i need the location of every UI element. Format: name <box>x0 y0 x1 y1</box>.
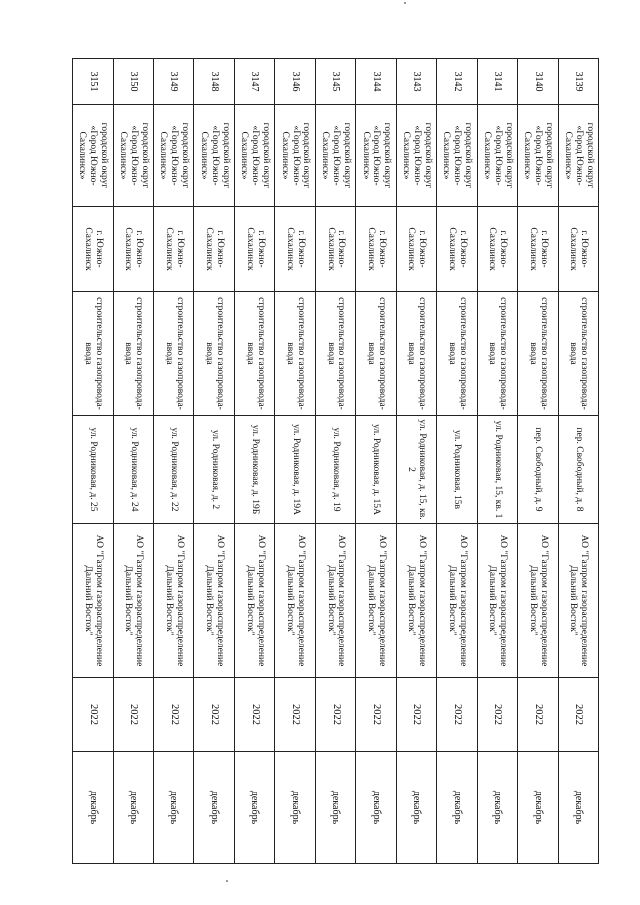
settlement-cell: г. Южно-Сахалинск <box>275 207 315 292</box>
settlement-cell: г. Южно-Сахалинск <box>518 207 558 292</box>
organization-cell: АО "Газпром газораспределение Дальний Восток" <box>315 524 355 678</box>
organization-cell: АО "Газпром газораспределение Дальний Восток" <box>73 524 114 678</box>
year-cell: 2022 <box>558 678 598 752</box>
month-cell: декабрь <box>275 752 315 864</box>
row-number-cell: 3147 <box>234 59 274 105</box>
scan-speck <box>404 2 406 4</box>
row-number-cell: 3145 <box>315 59 355 105</box>
table-body <box>73 59 599 864</box>
municipal-district-cell: городской округ «Город Южно-Сахалинск» <box>315 105 355 207</box>
address-cell: пер. Свободный, д. 9 <box>518 416 558 524</box>
address-cell: ул. Родниковая, д. 19А <box>275 416 315 524</box>
month-cell: декабрь <box>73 752 114 864</box>
year-cell: 2022 <box>73 678 114 752</box>
settlement-cell: г. Южно-Сахалинск <box>315 207 355 292</box>
organization-cell: АО "Газпром газораспределение Дальний Восток" <box>275 524 315 678</box>
year-cell: 2022 <box>477 678 517 752</box>
address-cell: ул. Родниковая, д. 25 <box>73 416 114 524</box>
row-number-cell: 3150 <box>113 59 153 105</box>
organization-cell: АО "Газпром газораспределение Дальний Восток" <box>154 524 194 678</box>
work-type-cell: строительство газопровода-ввода <box>558 292 598 416</box>
municipal-district-cell: городской округ «Город Южно-Сахалинск» <box>356 105 396 207</box>
month-cell: декабрь <box>437 752 477 864</box>
settlement-cell: г. Южно-Сахалинск <box>437 207 477 292</box>
address-cell: ул. Родниковая, д. 19 <box>315 416 355 524</box>
year-cell: 2022 <box>154 678 194 752</box>
scan-speck <box>226 880 228 882</box>
address-cell: ул. Родниковая, д. 22 <box>154 416 194 524</box>
table-row <box>194 59 234 864</box>
year-cell: 2022 <box>518 678 558 752</box>
municipal-district-cell: городской округ «Город Южно-Сахалинск» <box>275 105 315 207</box>
settlement-cell: г. Южно-Сахалинск <box>154 207 194 292</box>
month-cell: декабрь <box>315 752 355 864</box>
organization-cell: АО "Газпром газораспределение Дальний Восток" <box>477 524 517 678</box>
table-row <box>477 59 517 864</box>
organization-cell: АО "Газпром газораспределение Дальний Восток" <box>518 524 558 678</box>
address-cell: ул. Родниковая, д. 15А <box>356 416 396 524</box>
month-cell: декабрь <box>154 752 194 864</box>
month-cell: декабрь <box>396 752 436 864</box>
table-row <box>113 59 153 864</box>
year-cell: 2022 <box>113 678 153 752</box>
address-cell: пер. Свободный, д. 8 <box>558 416 598 524</box>
organization-cell: АО "Газпром газораспределение Дальний Восток" <box>558 524 598 678</box>
table-row <box>396 59 436 864</box>
year-cell: 2022 <box>396 678 436 752</box>
organization-cell: АО "Газпром газораспределение Дальний Восток" <box>234 524 274 678</box>
settlement-cell: г. Южно-Сахалинск <box>194 207 234 292</box>
municipal-district-cell: городской округ «Город Южно-Сахалинск» <box>194 105 234 207</box>
year-cell: 2022 <box>234 678 274 752</box>
gas-pipeline-schedule-table <box>72 58 599 864</box>
municipal-district-cell: городской округ «Город Южно-Сахалинск» <box>558 105 598 207</box>
organization-cell: АО "Газпром газораспределение Дальний Восток" <box>113 524 153 678</box>
address-cell: ул. Родниковая, д. 24 <box>113 416 153 524</box>
work-type-cell: строительство газопровода-ввода <box>234 292 274 416</box>
month-cell: декабрь <box>558 752 598 864</box>
settlement-cell: г. Южно-Сахалинск <box>558 207 598 292</box>
month-cell: декабрь <box>234 752 274 864</box>
municipal-district-cell: городской округ «Город Южно-Сахалинск» <box>518 105 558 207</box>
settlement-cell: г. Южно-Сахалинск <box>234 207 274 292</box>
organization-cell: АО "Газпром газораспределение Дальний Восток" <box>356 524 396 678</box>
row-number-cell: 3144 <box>356 59 396 105</box>
table-row <box>437 59 477 864</box>
work-type-cell: строительство газопровода-ввода <box>356 292 396 416</box>
settlement-cell: г. Южно-Сахалинск <box>356 207 396 292</box>
work-type-cell: строительство газопровода-ввода <box>315 292 355 416</box>
table-row <box>356 59 396 864</box>
month-cell: декабрь <box>113 752 153 864</box>
table-row <box>275 59 315 864</box>
table-row <box>154 59 194 864</box>
municipal-district-cell: городской округ «Город Южно-Сахалинск» <box>396 105 436 207</box>
year-cell: 2022 <box>275 678 315 752</box>
row-number-cell: 3149 <box>154 59 194 105</box>
municipal-district-cell: городской округ «Город Южно-Сахалинск» <box>154 105 194 207</box>
row-number-cell: 3140 <box>518 59 558 105</box>
work-type-cell: строительство газопровода-ввода <box>275 292 315 416</box>
work-type-cell: строительство газопровода-ввода <box>194 292 234 416</box>
work-type-cell: строительство газопровода-ввода <box>154 292 194 416</box>
municipal-district-cell: городской округ «Город Южно-Сахалинск» <box>73 105 114 207</box>
organization-cell: АО "Газпром газораспределение Дальний Восток" <box>194 524 234 678</box>
settlement-cell: г. Южно-Сахалинск <box>396 207 436 292</box>
rotated-table-container <box>72 58 599 863</box>
settlement-cell: г. Южно-Сахалинск <box>73 207 114 292</box>
month-cell: декабрь <box>518 752 558 864</box>
municipal-district-cell: городской округ «Город Южно-Сахалинск» <box>437 105 477 207</box>
address-cell: ул. Родниковая, д. 15, кв. 2 <box>396 416 436 524</box>
organization-cell: АО "Газпром газораспределение Дальний Восток" <box>396 524 436 678</box>
row-number-cell: 3139 <box>558 59 598 105</box>
year-cell: 2022 <box>194 678 234 752</box>
work-type-cell: строительство газопровода-ввода <box>113 292 153 416</box>
month-cell: декабрь <box>194 752 234 864</box>
work-type-cell: строительство газопровода-ввода <box>518 292 558 416</box>
row-number-cell: 3141 <box>477 59 517 105</box>
row-number-cell: 3143 <box>396 59 436 105</box>
work-type-cell: строительство газопровода-ввода <box>396 292 436 416</box>
work-type-cell: строительство газопровода-ввода <box>73 292 114 416</box>
year-cell: 2022 <box>315 678 355 752</box>
row-number-cell: 3142 <box>437 59 477 105</box>
year-cell: 2022 <box>356 678 396 752</box>
row-number-cell: 3151 <box>73 59 114 105</box>
table-row <box>315 59 355 864</box>
address-cell: ул. Родниковая, 15, кв. 1 <box>477 416 517 524</box>
year-cell: 2022 <box>437 678 477 752</box>
municipal-district-cell: городской округ «Город Южно-Сахалинск» <box>113 105 153 207</box>
municipal-district-cell: городской округ «Город Южно-Сахалинск» <box>477 105 517 207</box>
work-type-cell: строительство газопровода-ввода <box>437 292 477 416</box>
table-row <box>73 59 114 864</box>
month-cell: декабрь <box>356 752 396 864</box>
table-row <box>234 59 274 864</box>
address-cell: ул. Родниковая, д. 2 <box>194 416 234 524</box>
organization-cell: АО "Газпром газораспределение Дальний Восток" <box>437 524 477 678</box>
address-cell: ул. Родниковая, 15в <box>437 416 477 524</box>
settlement-cell: г. Южно-Сахалинск <box>477 207 517 292</box>
month-cell: декабрь <box>477 752 517 864</box>
address-cell: ул. Родниковая, д. 19Б <box>234 416 274 524</box>
work-type-cell: строительство газопровода-ввода <box>477 292 517 416</box>
table-row <box>518 59 558 864</box>
settlement-cell: г. Южно-Сахалинск <box>113 207 153 292</box>
row-number-cell: 3148 <box>194 59 234 105</box>
municipal-district-cell: городской округ «Город Южно-Сахалинск» <box>234 105 274 207</box>
table-row <box>558 59 598 864</box>
row-number-cell: 3146 <box>275 59 315 105</box>
